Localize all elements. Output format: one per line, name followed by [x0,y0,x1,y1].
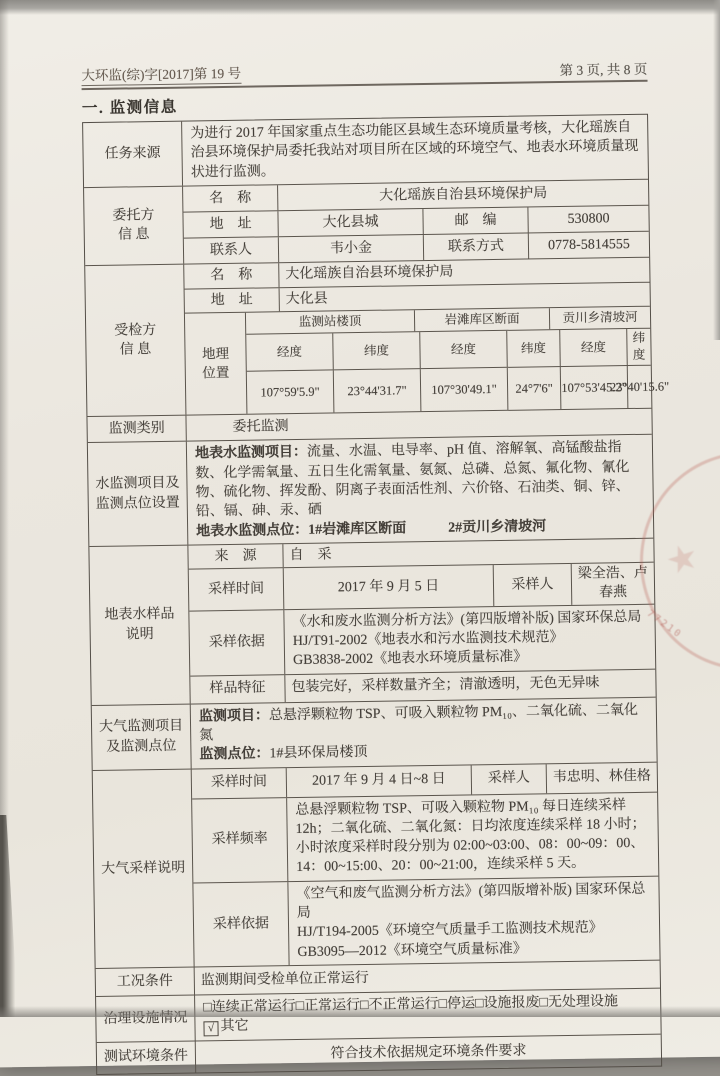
air-basis-label: 采样依据 [193,882,288,967]
water-point-2: 2#贡川乡清坡河 [448,519,546,535]
water-items-label: 水监测项目及 监测点位设置 [88,442,188,546]
geo-lat-header: 纬度 [626,329,651,366]
treatment-facility-label: 治理设施情况 [96,996,195,1042]
document-number: 大环监(综)字[2017]第 19 号 [81,62,241,86]
geo-position-label: 地理 位置 [185,313,246,415]
inspected-name-value: 大化瑶族自治县环境保护局 [278,258,649,288]
monitoring-info-table [82,114,662,1075]
client-name-value: 大化瑶族自治县环境保护局 [277,180,648,211]
table-row [83,115,648,187]
geo-site-name: 岩滩库区断面 [414,308,549,331]
geo-lon-header: 经度 [419,331,507,369]
air-points-value: 1#县环保局楼顶 [269,745,367,761]
water-points-title: 地表水监测点位： [196,522,308,539]
client-address-value: 大化县城 [277,209,422,236]
task-source-label: 任务来源 [83,122,182,187]
page-header [81,56,647,90]
water-time-value: 2017 年 9 月 5 日 [283,565,494,609]
geo-lon-header: 经度 [559,329,627,366]
working-condition-label: 工况条件 [96,968,194,996]
treatment-facility-content [194,989,661,1041]
table-row [92,696,657,769]
water-items-content [186,435,653,544]
client-info-label: 委托方 信 息 [84,187,183,265]
water-source-label: 来 源 [188,544,282,568]
air-freq-value: 总悬浮颗粒物 TSP、可吸入颗粒物 PM₁₀ 每日连续采样 12h；二氧化硫、二氧化氮：日均浓度连续采样 18 小时；小时浓度采样时段分别为 02:00~03:00、08：00~09：00、14：00~15:00、20：00~21:00，连续采样 5 天。 [286,792,658,881]
seal-star-icon: ★ [660,534,704,584]
water-feature-label: 样品特征 [190,675,284,703]
water-sampler-label: 采样人 [493,564,572,606]
table-row [96,988,661,1042]
client-contact-label: 联系人 [184,237,278,263]
geo-lat-header: 纬度 [332,332,420,370]
client-address-label: 地 址 [183,211,277,237]
water-basis-content [283,604,655,673]
geo-lat-value: 24°7'6" [507,367,561,410]
water-feature-value: 包装完好，采样数量齐全；清澈透明，无色无异味 [284,669,655,702]
geo-position-block [185,306,651,415]
air-sampler-label: 采样人 [471,764,546,794]
monitor-category-value: 委托监测 [185,409,651,441]
monitor-category-label: 监测类别 [87,416,185,442]
treatment-other-label: 其它 [220,1019,248,1034]
task-source-value: 为进行 2017 年国家重点生态功能区县域生态环境质量考核，大化瑶族自治县环境保护局委托我站对项目所在区域的环境空气、地表水环境质量现状进行监测。 [181,115,648,186]
client-name-label: 名 称 [183,185,277,211]
page-content [81,56,662,1075]
page-number: 第 3 页, 共 8 页 [559,58,647,79]
air-points-title: 监测点位： [199,747,269,763]
air-sampler-value: 韦忠明、林佳格 [546,762,657,793]
air-basis-line: GB3095—2012《环境空气质量标准》 [297,937,651,962]
geo-site-name: 贡川乡清坡河 [549,307,650,329]
treatment-options: □连续正常运行□正常运行□不正常运行□停运□设施报废□无处理设施 [203,992,652,1018]
geo-lon-value: 107°53'45.2" [560,366,628,409]
table-row [85,257,651,417]
client-zip-value: 530800 [527,206,648,233]
test-env-label: 测试环境条件 [97,1041,195,1073]
air-items-label: 大气监测项目 及监测点位 [92,704,191,769]
seal-digits: 77210 [645,608,685,641]
geo-site-name: 监测站楼顶 [246,310,414,333]
water-point-1: 1#岩滩库区断面 [308,521,406,537]
air-time-label: 采样时间 [192,768,286,798]
water-basis-label: 采样依据 [189,610,284,675]
geo-lat-value: 23°40'15.6" [627,366,652,408]
air-items-list: 总悬浮颗粒物 TSP、可吸入颗粒物 PM₁₀、二氧化硫、二氧化氮 [199,702,638,743]
air-basis-line: 《空气和废气监测分析方法》(第四版增补版) 国家环保总局 [296,880,651,924]
water-items-list: 流量、水温、电导率、pH 值、溶解氧、高锰酸盐指数、化学需氧量、五日生化需氧量、氨氮、总磷、总氮、氟化物、氰化物、硫化物、挥发酚、阴离子表面活性剂、六价铬、石油类、铜、锌、铅、镉、砷、汞、硒 [195,441,629,520]
geo-lat-value: 23°44'31.7" [333,370,421,413]
table-row [88,434,653,546]
air-items-content [190,697,657,768]
geo-table [245,307,651,414]
geo-lon-value: 107°59'5.9" [247,371,334,414]
section-title: 一. 监测信息 [82,88,648,118]
inspected-address-value: 大化县 [279,283,650,312]
geo-lat-header: 纬度 [506,330,560,367]
table-row [93,761,660,968]
water-items-title: 地表水监测项目： [195,445,307,462]
air-time-value: 2017 年 9 月 4 日~8 日 [286,765,471,797]
water-source-value: 自 采 [282,539,653,568]
geo-lon-value: 107°30'49.1" [420,368,508,411]
water-sample-label: 地表水样品 说明 [89,546,189,705]
test-env-value: 符合技术依据规定环境条件要求 [195,1034,661,1072]
air-basis-content [287,876,659,965]
inspected-name-label: 名 称 [184,263,278,288]
water-basis-line: HJ/T91-2002《地表水和污水监测技术规范》 [293,627,647,652]
water-sampler-value: 梁全浩、卢春燕 [571,563,655,605]
geo-lon-header: 经度 [246,333,333,371]
water-basis-line: 《水和废水监测分析方法》(第四版增补版) 国家环保总局 [292,607,646,632]
table-row [89,538,655,705]
client-phone-label: 联系方式 [423,233,528,260]
checkbox-other-icon: √ [203,1021,218,1036]
client-zip-label: 邮 编 [422,207,527,234]
air-basis-line: HJ/T194-2005《环境空气质量手工监测技术规范》 [297,918,651,943]
client-phone-value: 0778-5814555 [528,232,649,259]
water-time-label: 采样时间 [189,568,284,610]
client-contact-value: 韦小金 [278,235,423,262]
table-row [84,179,649,265]
air-sample-label: 大气采样说明 [93,769,194,968]
inspected-address-label: 地 址 [185,288,279,312]
inspected-info-label: 受检方 信 息 [85,265,185,417]
working-condition-value: 监测期间受检单位正常运行 [194,961,660,995]
air-items-title: 监测项目： [199,708,269,724]
air-freq-label: 采样频率 [192,798,287,883]
water-basis-line: GB3838-2002《地表水环境质量标准》 [293,646,647,671]
